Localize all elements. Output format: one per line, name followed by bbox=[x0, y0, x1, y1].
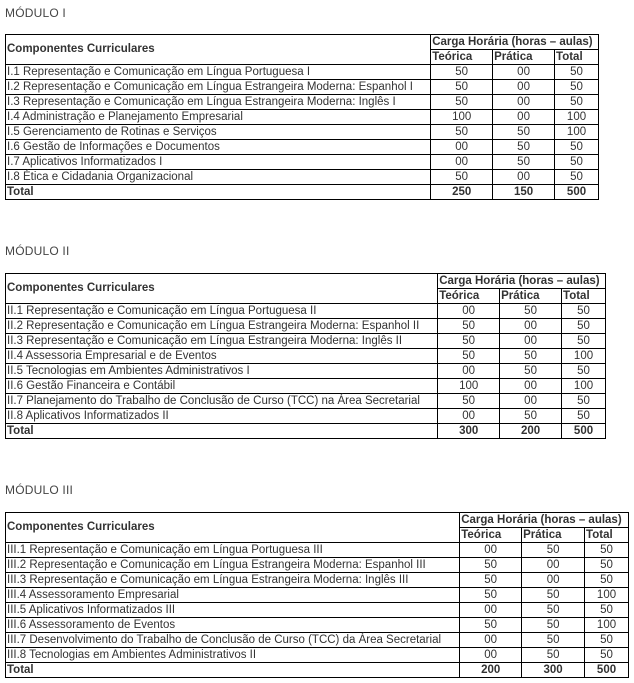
header-carga-horaria: Carga Horária (horas – aulas) bbox=[438, 274, 606, 289]
header-carga-horaria: Carga Horária (horas – aulas) bbox=[460, 513, 629, 528]
row-total: 50 bbox=[555, 95, 599, 110]
row-total: 50 bbox=[585, 573, 629, 588]
table-row bbox=[6, 349, 606, 364]
module-1-table bbox=[5, 34, 599, 200]
row-pratica: 00 bbox=[522, 573, 585, 588]
row-pratica: 50 bbox=[522, 633, 585, 648]
module-3-title: MÓDULO III bbox=[5, 483, 74, 497]
table-row bbox=[6, 95, 599, 110]
module-1-title: MÓDULO I bbox=[5, 6, 66, 20]
table-row bbox=[6, 543, 629, 558]
row-name: II.2 Representação e Comunicação em Língua Estrangeira Moderna: Espanhol II bbox=[6, 319, 438, 334]
row-teorica: 00 bbox=[438, 304, 500, 319]
total-teorica: 250 bbox=[431, 185, 493, 200]
table-row bbox=[6, 125, 599, 140]
row-name: I.8 Ética e Cidadania Organizacional bbox=[6, 170, 431, 185]
row-name: II.3 Representação e Comunicação em Língua Estrangeira Moderna: Inglês II bbox=[6, 334, 438, 349]
row-name: III.1 Representação e Comunicação em Língua Portuguesa III bbox=[6, 543, 460, 558]
table-row bbox=[6, 65, 599, 80]
row-teorica: 50 bbox=[460, 573, 522, 588]
row-name: III.7 Desenvolvimento do Trabalho de Conclusão de Curso (TCC) da Área Secretarial bbox=[6, 633, 460, 648]
row-total: 50 bbox=[585, 633, 629, 648]
row-name: II.1 Representação e Comunicação em Língua Portuguesa II bbox=[6, 304, 438, 319]
table-header-row bbox=[6, 274, 606, 289]
header-teorica: Teórica bbox=[431, 50, 493, 65]
header-total: Total bbox=[555, 50, 599, 65]
row-total: 50 bbox=[562, 304, 606, 319]
total-pratica: 150 bbox=[493, 185, 555, 200]
row-pratica: 50 bbox=[522, 588, 585, 603]
table-row bbox=[6, 319, 606, 334]
table-row bbox=[6, 409, 606, 424]
table-row bbox=[6, 618, 629, 633]
row-teorica: 50 bbox=[431, 65, 493, 80]
row-total: 100 bbox=[562, 349, 606, 364]
row-teorica: 00 bbox=[460, 633, 522, 648]
row-pratica: 50 bbox=[493, 140, 555, 155]
header-componentes: Componentes Curriculares bbox=[6, 274, 438, 304]
row-teorica: 50 bbox=[431, 80, 493, 95]
row-teorica: 00 bbox=[460, 603, 522, 618]
header-teorica: Teórica bbox=[438, 289, 500, 304]
row-pratica: 50 bbox=[500, 304, 562, 319]
row-pratica: 00 bbox=[500, 379, 562, 394]
table-row bbox=[6, 648, 629, 663]
table-row bbox=[6, 558, 629, 573]
total-teorica: 200 bbox=[460, 663, 522, 678]
header-componentes: Componentes Curriculares bbox=[6, 35, 431, 65]
table-row bbox=[6, 379, 606, 394]
row-total: 50 bbox=[585, 543, 629, 558]
row-teorica: 50 bbox=[438, 394, 500, 409]
table-row bbox=[6, 170, 599, 185]
row-total: 50 bbox=[585, 558, 629, 573]
table-row bbox=[6, 394, 606, 409]
row-teorica: 00 bbox=[431, 155, 493, 170]
row-teorica: 50 bbox=[438, 334, 500, 349]
table-header-row bbox=[6, 513, 629, 528]
row-pratica: 50 bbox=[522, 603, 585, 618]
row-name: III.3 Representação e Comunicação em Língua Estrangeira Moderna: Inglês III bbox=[6, 573, 460, 588]
row-total: 50 bbox=[562, 409, 606, 424]
row-name: I.2 Representação e Comunicação em Língua Estrangeira Moderna: Espanhol I bbox=[6, 80, 431, 95]
table-row bbox=[6, 110, 599, 125]
row-name: I.4 Administração e Planejamento Empresarial bbox=[6, 110, 431, 125]
total-total: 500 bbox=[585, 663, 629, 678]
row-total: 100 bbox=[585, 588, 629, 603]
row-total: 50 bbox=[555, 170, 599, 185]
row-pratica: 50 bbox=[493, 125, 555, 140]
row-pratica: 50 bbox=[522, 543, 585, 558]
row-total: 50 bbox=[555, 140, 599, 155]
row-total: 50 bbox=[562, 319, 606, 334]
total-pratica: 300 bbox=[522, 663, 585, 678]
row-name: III.8 Tecnologias em Ambientes Administrativos II bbox=[6, 648, 460, 663]
table-row bbox=[6, 603, 629, 618]
row-name: III.2 Representação e Comunicação em Língua Estrangeira Moderna: Espanhol III bbox=[6, 558, 460, 573]
row-total: 100 bbox=[555, 110, 599, 125]
row-teorica: 50 bbox=[438, 349, 500, 364]
row-total: 50 bbox=[555, 155, 599, 170]
row-name: II.6 Gestão Financeira e Contábil bbox=[6, 379, 438, 394]
row-teorica: 00 bbox=[438, 364, 500, 379]
row-total: 50 bbox=[555, 65, 599, 80]
row-name: I.1 Representação e Comunicação em Língua Portuguesa I bbox=[6, 65, 431, 80]
header-total: Total bbox=[562, 289, 606, 304]
row-pratica: 00 bbox=[493, 65, 555, 80]
total-teorica: 300 bbox=[438, 424, 500, 439]
row-total: 50 bbox=[562, 334, 606, 349]
row-pratica: 00 bbox=[493, 170, 555, 185]
row-teorica: 50 bbox=[460, 618, 522, 633]
row-teorica: 50 bbox=[431, 95, 493, 110]
total-label: Total bbox=[6, 424, 438, 439]
row-teorica: 50 bbox=[460, 558, 522, 573]
table-row bbox=[6, 80, 599, 95]
row-teorica: 50 bbox=[431, 125, 493, 140]
table-row bbox=[6, 140, 599, 155]
row-teorica: 50 bbox=[438, 319, 500, 334]
row-name: III.4 Assessoramento Empresarial bbox=[6, 588, 460, 603]
total-label: Total bbox=[6, 185, 431, 200]
module-3-table bbox=[5, 512, 629, 678]
row-name: II.5 Tecnologias em Ambientes Administrativos I bbox=[6, 364, 438, 379]
row-pratica: 00 bbox=[500, 394, 562, 409]
table-row bbox=[6, 573, 629, 588]
row-teorica: 50 bbox=[460, 588, 522, 603]
module-2-table bbox=[5, 273, 606, 439]
row-pratica: 00 bbox=[500, 334, 562, 349]
row-pratica: 50 bbox=[500, 349, 562, 364]
row-name: II.7 Planejamento do Trabalho de Conclusão de Curso (TCC) na Área Secretarial bbox=[6, 394, 438, 409]
row-name: II.8 Aplicativos Informatizados II bbox=[6, 409, 438, 424]
module-2-title: MÓDULO II bbox=[5, 244, 70, 258]
header-carga-horaria: Carga Horária (horas – aulas) bbox=[431, 35, 599, 50]
table-row bbox=[6, 304, 606, 319]
row-total: 100 bbox=[555, 125, 599, 140]
row-teorica: 00 bbox=[460, 543, 522, 558]
header-pratica: Prática bbox=[522, 528, 585, 543]
row-pratica: 00 bbox=[493, 110, 555, 125]
header-componentes: Componentes Curriculares bbox=[6, 513, 460, 543]
row-pratica: 00 bbox=[522, 558, 585, 573]
row-teorica: 00 bbox=[438, 409, 500, 424]
row-pratica: 00 bbox=[493, 80, 555, 95]
table-row bbox=[6, 364, 606, 379]
total-row bbox=[6, 185, 599, 200]
header-pratica: Prática bbox=[500, 289, 562, 304]
row-total: 50 bbox=[555, 80, 599, 95]
row-teorica: 100 bbox=[431, 110, 493, 125]
header-total: Total bbox=[585, 528, 629, 543]
row-pratica: 50 bbox=[493, 155, 555, 170]
row-name: I.3 Representação e Comunicação em Língua Estrangeira Moderna: Inglês I bbox=[6, 95, 431, 110]
row-pratica: 00 bbox=[500, 319, 562, 334]
header-teorica: Teórica bbox=[460, 528, 522, 543]
row-name: III.5 Aplicativos Informatizados III bbox=[6, 603, 460, 618]
total-row bbox=[6, 424, 606, 439]
row-total: 100 bbox=[585, 618, 629, 633]
table-header-row bbox=[6, 35, 599, 50]
table-row bbox=[6, 588, 629, 603]
row-teorica: 50 bbox=[431, 170, 493, 185]
row-teorica: 00 bbox=[431, 140, 493, 155]
row-name: I.5 Gerenciamento de Rotinas e Serviços bbox=[6, 125, 431, 140]
row-total: 100 bbox=[562, 379, 606, 394]
row-total: 50 bbox=[562, 364, 606, 379]
table-row bbox=[6, 155, 599, 170]
row-total: 50 bbox=[585, 648, 629, 663]
row-total: 50 bbox=[585, 603, 629, 618]
total-total: 500 bbox=[562, 424, 606, 439]
total-row bbox=[6, 663, 629, 678]
row-pratica: 50 bbox=[522, 618, 585, 633]
row-name: II.4 Assessoria Empresarial e de Eventos bbox=[6, 349, 438, 364]
table-row bbox=[6, 633, 629, 648]
row-name: III.6 Assessoramento de Eventos bbox=[6, 618, 460, 633]
row-name: I.6 Gestão de Informações e Documentos bbox=[6, 140, 431, 155]
header-pratica: Prática bbox=[493, 50, 555, 65]
total-pratica: 200 bbox=[500, 424, 562, 439]
table-row bbox=[6, 334, 606, 349]
row-pratica: 50 bbox=[522, 648, 585, 663]
total-label: Total bbox=[6, 663, 460, 678]
row-teorica: 100 bbox=[438, 379, 500, 394]
row-teorica: 00 bbox=[460, 648, 522, 663]
row-pratica: 00 bbox=[493, 95, 555, 110]
total-total: 500 bbox=[555, 185, 599, 200]
row-pratica: 50 bbox=[500, 409, 562, 424]
row-pratica: 50 bbox=[500, 364, 562, 379]
row-total: 50 bbox=[562, 394, 606, 409]
row-name: I.7 Aplicativos Informatizados I bbox=[6, 155, 431, 170]
